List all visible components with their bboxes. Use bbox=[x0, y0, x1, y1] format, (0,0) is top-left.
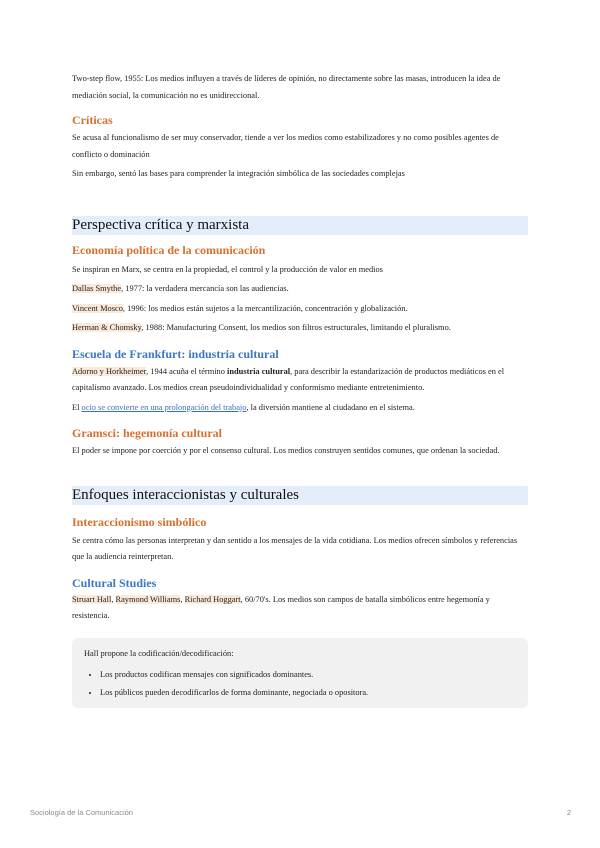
author-smythe: Dallas Smythe bbox=[72, 284, 122, 293]
two-step-paragraph: Two-step flow, 1955: Los medios influyen a través de líderes de opinión, no directamente sobre las masas, introducen la idea de mediación social, la comunicación no es unidireccional. bbox=[72, 74, 501, 100]
section-title-critica: Perspectiva crítica y marxista bbox=[72, 216, 528, 235]
smythe-paragraph: Dallas Smythe, 1977: la verdadera mercancía son las audiencias. bbox=[72, 284, 289, 293]
gramsci-p1: El poder se impone por coerción y por el consenso cultural. Los medios construyen sentidos comunes, que ordenan la sociedad. bbox=[72, 446, 500, 455]
callout-item: • Los públicos pueden decodificarlos de forma dominante, negociada o opositora. bbox=[100, 684, 516, 702]
author-williams: Raymond Williams bbox=[115, 594, 181, 604]
criticas-p2: Sin embargo, sentó las bases para comprender la integración simbólica de las sociedades complejas bbox=[72, 169, 405, 178]
callout-list bbox=[84, 666, 516, 702]
herman-paragraph: Herman & Chomsky, 1988: Manufacturing Consent, los medios son filtros estructurales, limitando el pluralismo. bbox=[72, 323, 451, 332]
hall-callout bbox=[72, 638, 528, 709]
interaccionismo-heading: Interaccionismo simbólico bbox=[72, 514, 207, 529]
ocio-link[interactable]: ocio se convierte en una prolongación del trabajo bbox=[81, 402, 247, 412]
cultural-studies-paragraph: Struart Hall, Raymond Williams, Richard Hoggart, 60/70's. Los medios son campos de batalla simbólicos entre hegemonía y resistencia. bbox=[72, 594, 490, 620]
section-title-interaccionistas: Enfoques interaccionistas y culturales bbox=[72, 486, 528, 505]
ocio-paragraph: El ocio se convierte en una prolongación del trabajo, la diversión mantiene al ciudadano en el sistema. bbox=[72, 402, 415, 412]
cultural-studies-heading: Cultural Studies bbox=[72, 575, 157, 590]
footer-document-title: Sociología de la Comunicación bbox=[30, 808, 133, 817]
frankfurt-heading: Escuela de Frankfurt: industria cultural bbox=[72, 346, 279, 361]
economia-heading: Economía política de la comunicación bbox=[72, 242, 266, 257]
author-hall: Struart Hall bbox=[72, 594, 112, 604]
interaccionismo-p1: Se centra cómo las personas interpretan y dan sentido a los mensajes de la vida cotidiana. Los medios ofrecen símbolos y referencias que la audiencia reinterpretan. bbox=[72, 535, 518, 561]
author-hoggart: Richard Hoggart bbox=[184, 594, 241, 604]
criticas-p1: Se acusa al funcionalismo de ser muy conservador, tiende a ver los medios como estabilizadores y no como posibles agentes de conflicto o dominación bbox=[72, 133, 499, 159]
callout-item: • Los productos codifican mensajes con significados dominantes. bbox=[100, 666, 516, 684]
gramsci-heading: Gramsci: hegemonía cultural bbox=[72, 426, 222, 440]
term-industria-cultural: industria cultural bbox=[227, 366, 291, 376]
author-adorno-horkheimer: Adorno y Horkheimer bbox=[72, 366, 147, 376]
callout-intro: Hall propone la codificación/decodificación: bbox=[84, 648, 234, 658]
economia-p1: Se inspiran en Marx, se centra en la propiedad, el control y la producción de valor en medios bbox=[72, 264, 383, 274]
page-content bbox=[72, 70, 528, 708]
author-herman-chomsky: Herman & Chomsky bbox=[72, 323, 142, 332]
criticas-heading: Críticas bbox=[72, 113, 113, 127]
adorno-paragraph: Adorno y Horkheimer, 1944 acuña el término industria cultural, para describir la estandarización de productos mediáticos en el capitalismo avanzado. Los medios crean pseudoindividualidad y conformismo mediante entretenimiento. bbox=[72, 366, 505, 392]
footer-page-number: 2 bbox=[566, 808, 571, 817]
author-mosco: Vincent Mosco bbox=[72, 303, 123, 313]
mosco-paragraph: Vincent Mosco, 1996: los medios están sujetos a la mercantilización, concentración y globalización. bbox=[72, 303, 408, 313]
